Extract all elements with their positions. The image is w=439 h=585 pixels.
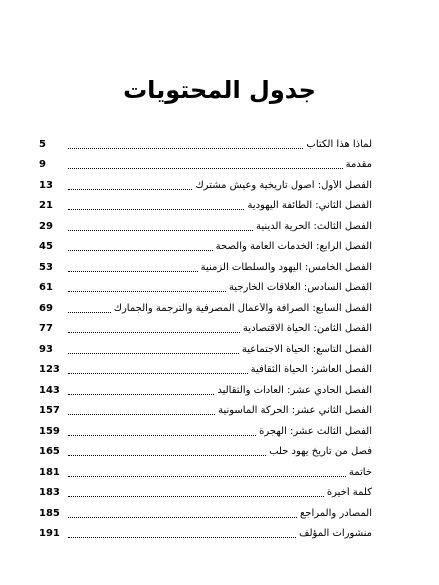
toc-dot-leader xyxy=(68,230,253,231)
toc-entry-page-number: 159 xyxy=(39,425,60,437)
toc-entry xyxy=(39,438,372,459)
toc-dot-leader xyxy=(68,148,303,149)
toc-entry-page-number: 165 xyxy=(39,446,60,457)
toc-entry-label: الفصل التاسع: الحياة الاجتماعية xyxy=(241,343,372,355)
toc-entry-label: الفصل الحادي عشر: العادات والتقاليد xyxy=(217,384,372,396)
toc-entry xyxy=(39,458,372,479)
toc-entry-label: المصادر والمراجع xyxy=(299,507,372,519)
toc-entry-label: الفصل العاشر: الحياة الثقافية xyxy=(250,364,372,375)
toc-entry-page-number: 191 xyxy=(39,528,60,539)
toc-entry xyxy=(39,233,372,254)
toc-entry xyxy=(39,253,372,274)
toc-dot-leader xyxy=(68,517,297,518)
toc-dot-leader xyxy=(68,373,248,374)
toc-entry xyxy=(39,294,372,315)
toc-entry-page-number: 29 xyxy=(39,220,53,232)
toc-entry-page-number: 61 xyxy=(39,282,53,293)
toc-entry-page-number: 123 xyxy=(39,364,60,375)
toc-entry-page-number: 5 xyxy=(39,138,46,150)
toc-entry xyxy=(39,397,372,418)
toc-entry-label: منشورات المؤلف xyxy=(299,528,372,539)
toc-entry xyxy=(39,315,372,336)
toc-dot-leader xyxy=(68,394,214,395)
toc-entry-label: الفصل الثالث: الحرية الدينية xyxy=(256,220,372,232)
toc-entry-label: كلمة أخيرة xyxy=(326,487,372,498)
toc-entry xyxy=(39,212,372,233)
toc-entry-label: الفصل الأول: أصول تاريخية وعيش مشترك xyxy=(195,179,372,191)
toc-dot-leader xyxy=(68,537,296,538)
toc-entry-label: مقدمة xyxy=(345,159,372,170)
toc-dot-leader xyxy=(68,496,324,497)
toc-entry-page-number: 185 xyxy=(39,507,60,519)
toc-entry xyxy=(39,335,372,356)
toc-entry-page-number: 13 xyxy=(39,179,53,191)
toc-entry xyxy=(39,274,372,295)
toc-entry-label: الفصل الثامن: الحياة الاقتصادية xyxy=(242,323,372,334)
page-title: جدول المحتويات xyxy=(123,76,316,105)
toc-entry-page-number: 181 xyxy=(39,466,60,478)
toc-entry-page-number: 183 xyxy=(39,487,60,498)
toc-entry-label: الفصل الثاني: الطائفة اليهودية xyxy=(247,200,372,211)
toc-dot-leader xyxy=(68,332,240,333)
toc-entry-label: الفصل الثالث عشر: الهجرة xyxy=(259,425,372,437)
toc-entry-label: فصل من تاريخ يهود حلب xyxy=(269,446,372,457)
toc-entry-page-number: 21 xyxy=(39,200,53,211)
toc-entry-page-number: 45 xyxy=(39,241,53,252)
toc-dot-leader xyxy=(68,209,244,210)
toc-entry xyxy=(39,171,372,192)
toc-dot-leader xyxy=(68,312,111,313)
toc-entry-label: لماذا هذا الكتاب xyxy=(306,138,372,150)
toc-entry xyxy=(39,499,372,520)
toc-entry-page-number: 143 xyxy=(39,384,60,396)
toc-entry-label: الفصل الخامس: اليهود والسلطات الزمنية xyxy=(200,261,372,273)
toc-entry xyxy=(39,376,372,397)
toc-entry-label: الفصل السابع: الصرافة والأعمال المصرفية والترجمة والجمارك xyxy=(113,302,372,314)
toc-entry-label: الفصل الرابع: الخدمات العامة والصحة xyxy=(215,241,372,252)
toc-entry-page-number: 53 xyxy=(39,261,53,273)
toc-list xyxy=(39,130,372,540)
toc-entry xyxy=(39,151,372,172)
toc-entry-page-number: 77 xyxy=(39,323,53,334)
toc-entry-page-number: 9 xyxy=(39,159,46,170)
toc-entry xyxy=(39,417,372,438)
toc-dot-leader xyxy=(68,291,226,292)
toc-entry xyxy=(39,130,372,151)
toc-entry xyxy=(39,192,372,213)
toc-dot-leader xyxy=(68,168,343,169)
toc-entry-label: الفصل السادس: العلاقات الخارجية xyxy=(228,282,372,293)
toc-dot-leader xyxy=(68,455,266,456)
toc-entry-label: خاتمة xyxy=(348,466,372,478)
toc-dot-leader xyxy=(68,189,192,190)
toc-dot-leader xyxy=(68,271,198,272)
toc-dot-leader xyxy=(68,476,346,477)
toc-dot-leader xyxy=(68,435,256,436)
toc-dot-leader xyxy=(68,353,239,354)
toc-entry xyxy=(39,356,372,377)
toc-entry-page-number: 157 xyxy=(39,405,60,416)
toc-dot-leader xyxy=(68,250,213,251)
toc-entry xyxy=(39,479,372,500)
toc-entry-page-number: 69 xyxy=(39,302,53,314)
toc-entry-label: الفصل الثاني عشر: الحركة الماسونية xyxy=(218,405,372,416)
toc-entry xyxy=(39,520,372,541)
toc-dot-leader xyxy=(68,414,215,415)
toc-entry-page-number: 93 xyxy=(39,343,53,355)
